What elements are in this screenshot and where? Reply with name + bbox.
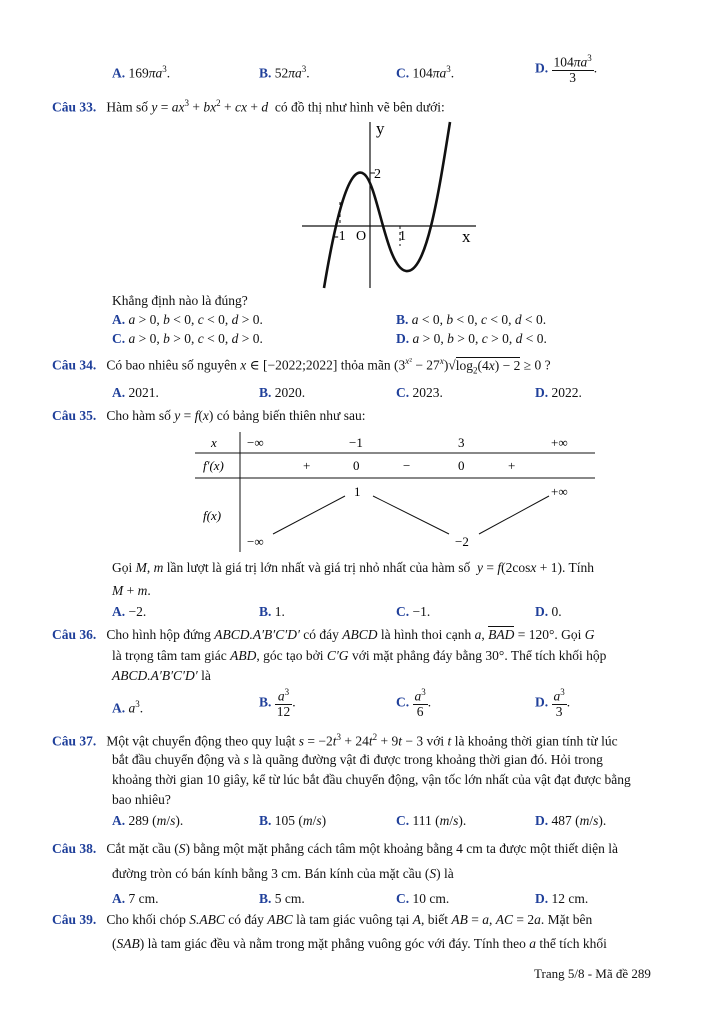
q34-option-a: A. 2021. (112, 385, 159, 400)
q39-line1: Câu 39. Cho khối chóp S.ABC có đáy ABC là tam giác vuông tại A, biết AB = a, AC = 2a. Mặt bên (52, 912, 593, 927)
vt-sign-plus1: + (303, 458, 311, 473)
q37-option-a: A. 289 (m/s). (112, 813, 184, 828)
q38-line2: đường tròn có bán kính bằng 3 cm. Bán kính của mặt cầu (S) là (112, 866, 454, 881)
q37-option-c: C. 111 (m/s). (396, 813, 467, 828)
q32-option-c: C. $104\pi a^3$. (396, 64, 455, 81)
graph-tick-2: 2 (374, 167, 381, 182)
q33-option-c: C. a > 0, b > 0, c < 0, d > 0. (112, 331, 263, 346)
q33-question: Khẳng định nào là đúng? (112, 293, 248, 308)
q34-option-d: D. 2022. (535, 385, 582, 400)
q38-line1: Câu 38. Cắt mặt cầu (S) bằng một mặt phẳng cách tâm một khoảng bằng 4 cm ta được một thiết diện là (52, 841, 618, 856)
q36-line1: Câu 36. Cho hình hộp đứng ABCD.A′B′C′D′ có đáy ABCD là hình thoi cạnh a, BAD = 120°. Gọi G (52, 627, 595, 642)
vt-f-neg-inf: −∞ (247, 534, 264, 549)
q37-line4: bao nhiêu? (112, 792, 171, 807)
q35-text1: Gọi M, m lần lượt là giá trị lớn nhất và giá trị nhỏ nhất của hàm số y = f(2cosx + 1). Tính (112, 560, 595, 575)
q33-option-a: A. a > 0, b < 0, c < 0, d > 0. (112, 312, 263, 327)
page-footer: Trang 5/8 - Mã đề 289 (534, 966, 651, 981)
graph-tick-minus1: -1 (334, 229, 346, 244)
q34-stem: Câu 34. Có bao nhiêu số nguyên x ∈ [−2022;2022] thỏa mãn $(3^{x^2} - 27^x)√\log_2(4x) - 2 \ge 0$ ? (52, 356, 551, 376)
q38-option-a: A. 7 cm. (112, 891, 159, 906)
vt-x-3: 3 (458, 435, 465, 450)
q34-option-c: C. 2023. (396, 385, 443, 400)
q37-option-d: D. 487 (m/s). (535, 813, 607, 828)
vt-x-pos-inf: +∞ (551, 435, 568, 450)
q33-stem: Câu 33. Hàm số $y = ax^3 + bx^2$ + cx + d có đồ thị như hình vẽ bên dưới: (52, 98, 445, 115)
vt-x-minus1: −1 (349, 435, 363, 450)
q37-line1: Câu 37. Một vật chuyển động theo quy luật $s = -2t^3 + 24t^2 + 9t - 3$ với t là khoảng thời gian tính từ lúc (52, 732, 618, 749)
vt-f-min: −2 (455, 534, 469, 549)
q35-option-a: A. −2. (112, 604, 147, 619)
vt-arrow-up2 (479, 496, 549, 534)
q33-cubic-graph (298, 118, 488, 290)
q37-line3: khoảng thời gian 10 giây, kể từ lúc bắt đầu chuyển động, vận tốc lớn nhất của vật đạt được bằng (112, 772, 631, 787)
vt-arrow-up1 (273, 496, 345, 534)
q36-option-c: C. $\frac{a^3}{6}$ . (396, 687, 432, 719)
vt-arrow-down (373, 496, 449, 534)
vt-zero2: 0 (458, 458, 465, 473)
q36-option-d: D. $\frac{a^3}{3}$ . (535, 687, 571, 719)
vt-sign-minus: − (403, 458, 411, 473)
vt-f-pos-inf: +∞ (551, 484, 568, 499)
q35-variation-table (195, 432, 595, 552)
q38-option-d: D. 12 cm. (535, 891, 589, 906)
vt-zero1: 0 (353, 458, 360, 473)
q38-option-b: B. 5 cm. (259, 891, 305, 906)
q35-stem: Câu 35. Cho hàm số y = f(x) có bảng biến thiên như sau: (52, 408, 366, 423)
q36-line3: ABCD.A′B′C′D′ là (112, 668, 211, 683)
vt-x-neg-inf: −∞ (247, 435, 264, 450)
q35-option-c: C. −1. (396, 604, 431, 619)
q32-option-d: D. $\frac{104\pi a^3}{3}$ . (535, 53, 598, 85)
q39-line2: (SAB) là tam giác đều và nằm trong mặt phẳng vuông góc với đáy. Tính theo a thể tích khối (112, 936, 607, 951)
graph-tick-1: 1 (399, 229, 406, 244)
q37-line2: bắt đầu chuyển động và s là quãng đường vật đi được trong khoảng thời gian đó. Hỏi trong (112, 752, 603, 767)
vt-sign-plus2: + (508, 458, 516, 473)
vt-x-label: x (211, 435, 217, 450)
q35-text2: M + m. (112, 583, 151, 598)
q36-option-b: B. $\frac{a^3}{12}$ . (259, 687, 296, 719)
graph-y-label: y (376, 119, 385, 138)
q38-option-c: C. 10 cm. (396, 891, 450, 906)
cubic-curve (324, 122, 450, 288)
q34-option-b: B. 2020. (259, 385, 306, 400)
vt-fprime-label: f′(x) (203, 458, 224, 473)
graph-x-label: x (462, 227, 471, 246)
graph-origin-label: O (356, 229, 367, 244)
vt-f-label: f(x) (203, 508, 222, 523)
q35-option-d: D. 0. (535, 604, 562, 619)
q33-option-b: B. a < 0, b < 0, c < 0, d < 0. (396, 312, 547, 327)
q33-option-d: D. a > 0, b > 0, c > 0, d < 0. (396, 331, 547, 346)
q37-option-b: B. 105 (m/s) (259, 813, 327, 828)
vt-f-max: 1 (354, 484, 361, 499)
q36-option-a: A. $a^3$. (112, 699, 144, 716)
q36-line2: là trọng tâm tam giác ABD, góc tạo bởi C′G với mặt phẳng đáy bằng 30°. Thể tích khối hộp (112, 648, 607, 663)
q35-option-b: B. 1. (259, 604, 285, 619)
q32-option-a: A. $169\pi a^3$. (112, 64, 171, 81)
q32-option-b: B. $52\pi a^3$. (259, 64, 310, 81)
